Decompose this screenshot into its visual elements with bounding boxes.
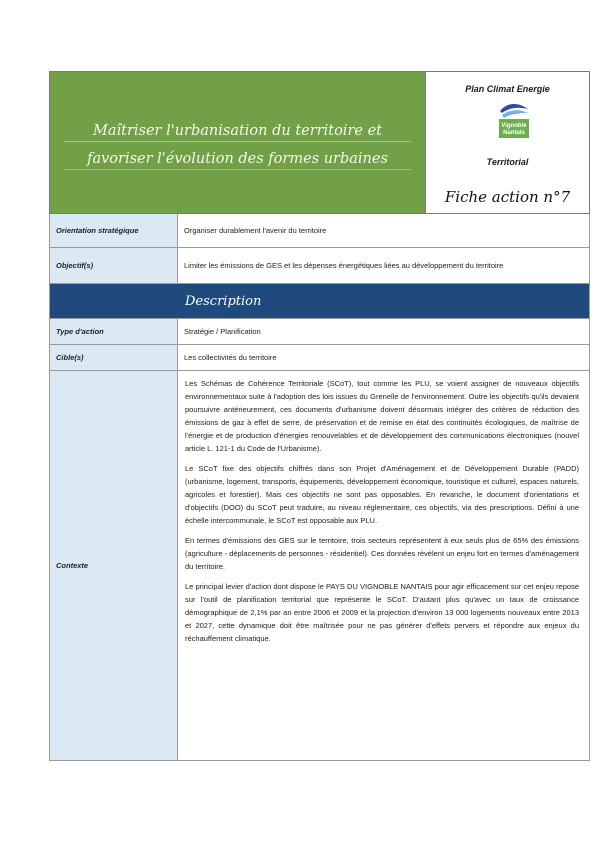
contexte-label: Contexte: [50, 371, 178, 760]
fiche-number: Fiche action n°7: [444, 188, 571, 206]
contexte-body: [178, 371, 589, 760]
info-table: [49, 214, 590, 761]
type-action-row: [50, 319, 589, 345]
type-action-value: Stratégie / Planification: [184, 327, 261, 336]
sheet-header: [49, 71, 590, 214]
contexte-paragraph: Le principal levier d'action dont dispose le PAYS DU VIGNOBLE NANTAIS pour agir efficacement sur cet enjeu repose sur l'outil de planification territorial que représente le SCoT. D'autant plus qu'avec un taux de croissance démographique de 2,1% par an entre 2006 et 2009 et la projection d'environ 13 000 logements nouveaux entre 2013 et 2027, cette dynamique doit être maîtrisée pour ne pas générer d'effets pervers et répondre aux enjeux du réchauffement climatique.: [185, 582, 579, 643]
cible-label: Cible(s): [50, 345, 178, 370]
cible-row: [50, 345, 589, 371]
action-sheet: [49, 71, 590, 761]
type-action-label: Type d'action: [50, 319, 178, 344]
description-banner: [50, 284, 589, 319]
title-line-1: Maîtriser l'urbanisation du territoire et: [93, 123, 382, 139]
title-line-2: favoriser l'évolution des formes urbaines: [87, 151, 388, 167]
objectif-row: [50, 248, 589, 284]
title-banner: [50, 72, 426, 213]
contexte-paragraph: En termes d'émissions des GES sur le territoire, trois secteurs représentent à eux seuls plus de 65% des émissions (agriculture - déplacements de personnes - résidentiel). Ces données révèlent un enjeu fort en termes d'aménagement du territoire.: [185, 536, 579, 571]
cible-value: Les collectivités du territoire: [184, 353, 277, 362]
orientation-label: Orientation stratégique: [50, 214, 178, 247]
orientation-value: Organiser durablement l'avenir du territoire: [184, 226, 327, 235]
territorial-label: Territorial: [486, 157, 529, 167]
plan-label: Plan Climat Energie: [465, 84, 550, 94]
logo-text-2: Nantais: [503, 130, 525, 136]
vignoble-nantais-logo: [498, 99, 530, 139]
plan-panel: [426, 72, 589, 213]
contexte-row: [50, 371, 589, 761]
objectif-value: Limiter les émissions de GES et les dépenses énergétiques liées au développement du territoire: [184, 261, 504, 270]
orientation-row: [50, 214, 589, 248]
contexte-paragraph: Le SCoT fixe des objectifs chiffrés dans son Projet d'Aménagement et de Développement Durable (PADD) (urbanisme, logement, transports, équipements, développement économique, touristique et culturel, espaces naturels, agricoles et forestier). Mais ces objectifs ne sont pas opposables. En revanche, le document d'orientations et d'objectifs (DOO) du SCoT peut traduire, au niveau réglementaire, ces objectifs, via des prescriptions. Défini à une échelle intercommunale, le SCoT est opposable aux PLU.: [185, 464, 579, 525]
logo-text-1: Vignoble: [501, 123, 527, 129]
contexte-paragraph: Les Schémas de Cohérence Territoriale (SCoT), tout comme les PLU, se voient assigner de nouveaux objectifs environnementaux suite à l'adoption des lois issues du Grenelle de l'environnement. Outre les objectifs qu'ils devaient poursuivre antérieurement, ces documents d'urbanisme doivent désormais intégrer des critères de réduction des émissions de gaz à effet de serre, de préservation et de remise en état des continuités écologiques, de maîtrise de l'énergie et de production d'énergies renouvelables et de développement des communications électroniques (nouvel article L. 121-1 du Code de l'Urbanisme).: [185, 379, 579, 453]
page-title: [50, 117, 425, 173]
description-heading: Description: [185, 293, 262, 309]
objectif-label: Objectif(s): [50, 248, 178, 283]
